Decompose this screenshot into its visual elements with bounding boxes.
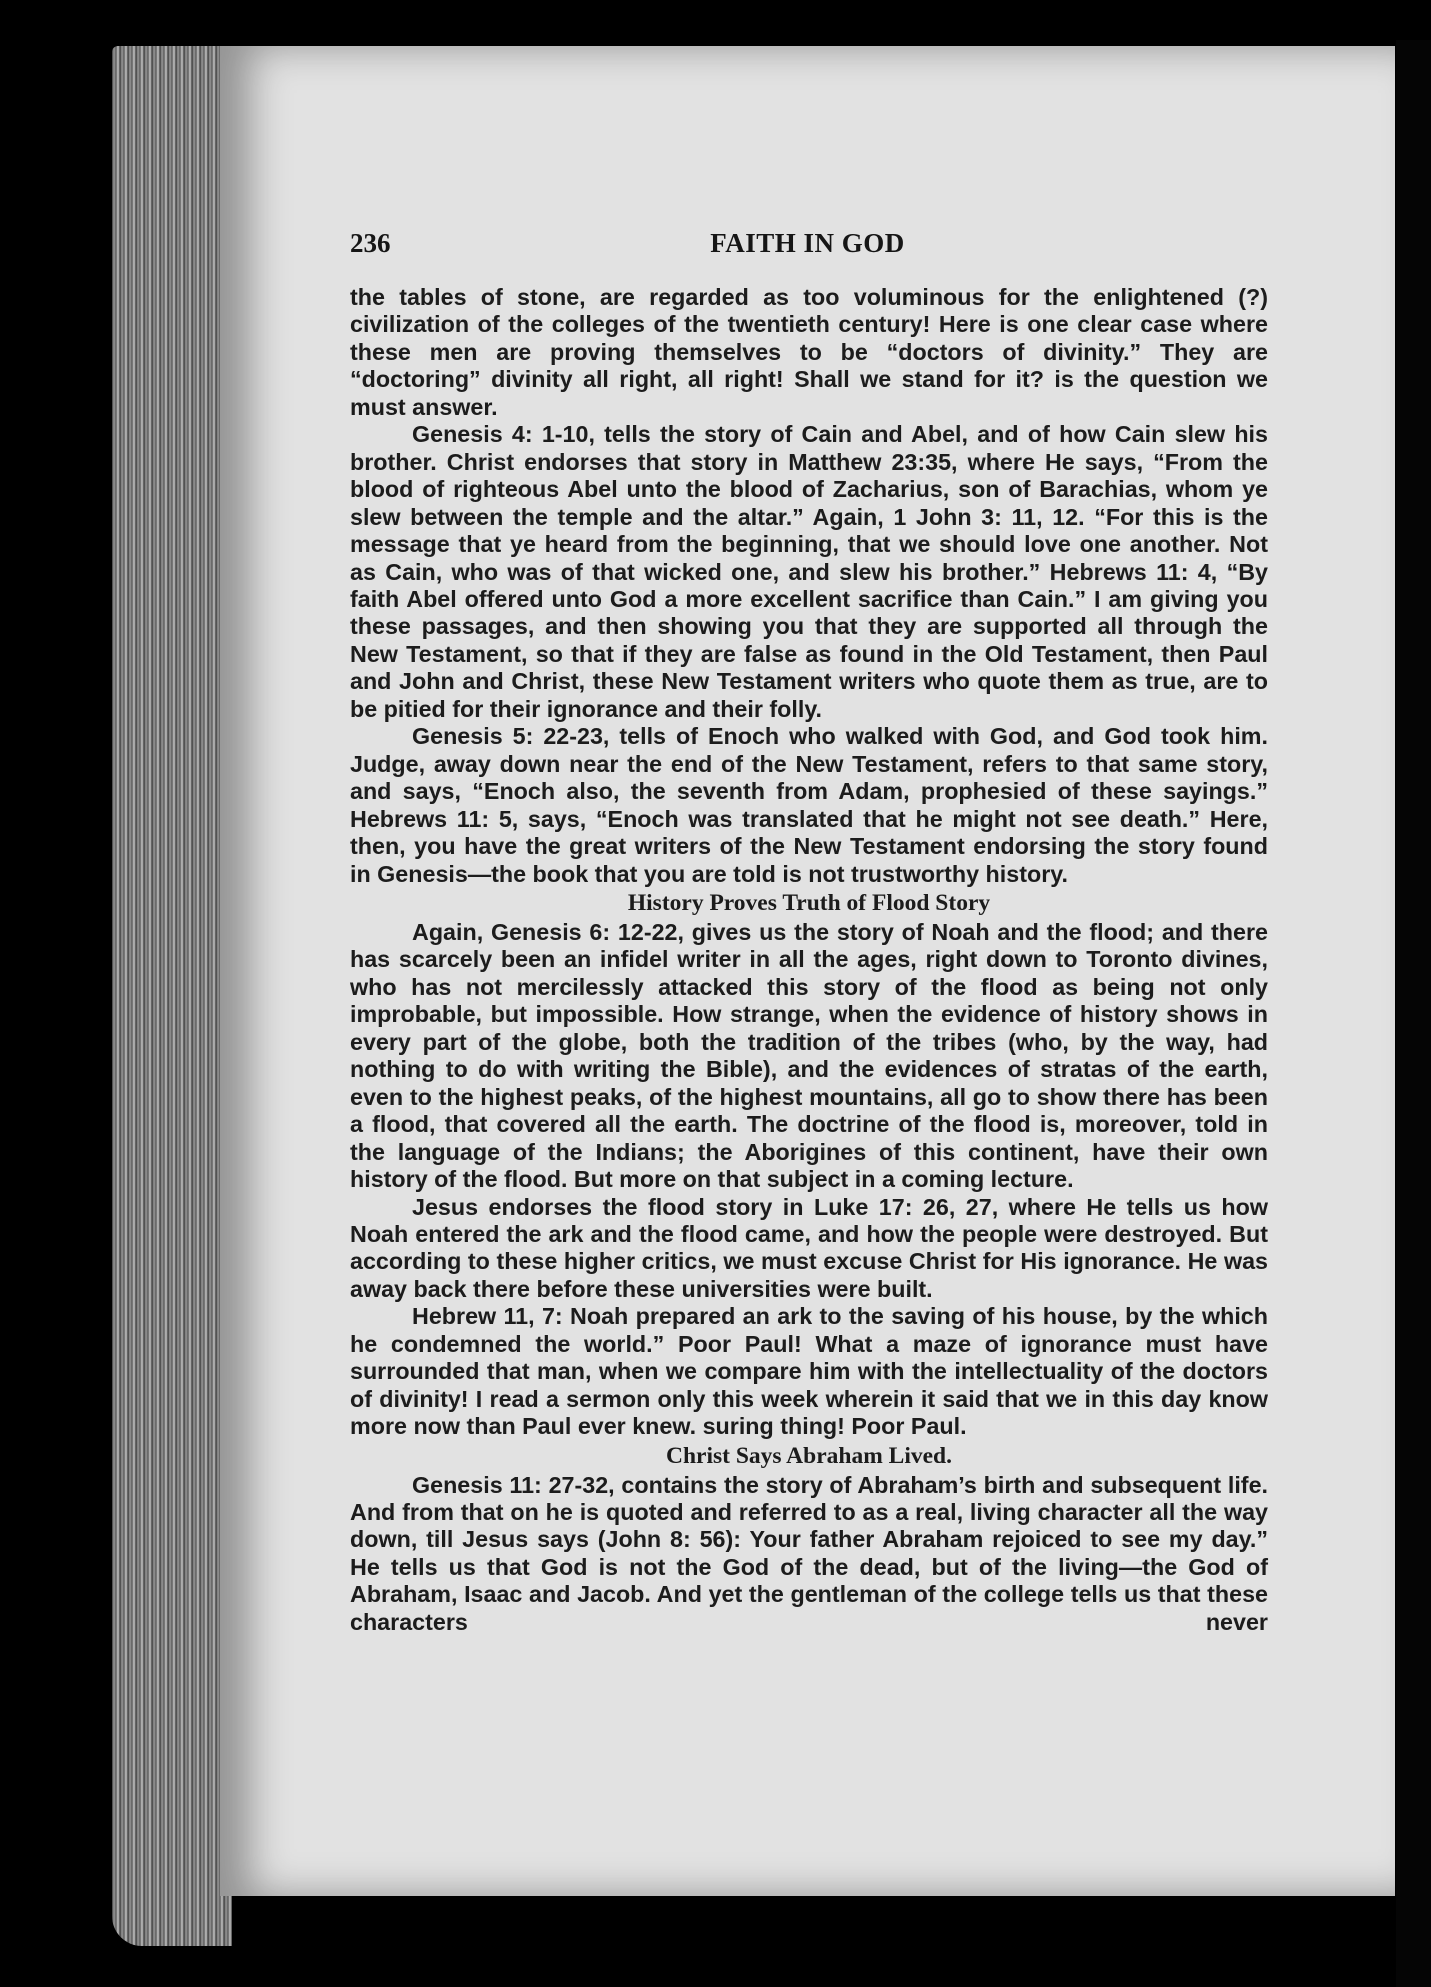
paragraph-6: Hebrew 11, 7: Noah prepared an ark to the saving of his house, by the which he condemned the world.” Poor Paul! What a maze of ignorance must have surrounded that man, when we compare him with the intellectuality of the doctors of divinity! I read a sermon only this week wherein it said that we in this day know more now than Paul ever knew. suring thing! Poor Paul. — [350, 1303, 1268, 1440]
body-text — [350, 284, 1268, 1636]
paragraph-4: Again, Genesis 6: 12-22, gives us the story of Noah and the flood; and there has scarcely been an infidel writer in all the ages, right down to Toronto divines, who has not mercilessly attacked this story of the flood as being not only improbable, but impossible. How strange, when the evidence of history shows in every part of the globe, both the tradition of the tribes (who, by the way, had nothing to do with writing the Bible), and the evidences of stratas of the earth, even to the highest peaks, of the highest mountains, all go to show there has been a flood, that covered all the earth. The doctrine of the flood is, moreover, told in the language of the Indians; the Aborigines of this continent, have their own history of the flood. But more on that subject in a coming lecture. — [350, 918, 1268, 1193]
running-head — [350, 228, 1265, 264]
section-heading-abraham: Christ Says Abraham Lived. — [666, 1442, 952, 1469]
paragraph-7: Genesis 11: 27-32, contains the story of Abraham’s birth and subsequent life. And from that on he is quoted and referred to as a real, living character all the way down, till Jesus says (John 8: 56): Your father Abraham rejoiced to see my day.” He tells us that God is not the God of the dead, but of the living—the God of Abraham, Isaac and Jacob. And yet the gentleman of the college tells us that these characters never — [350, 1471, 1268, 1635]
paragraph-2: Genesis 4: 1-10, tells the story of Cain and Abel, and of how Cain slew his brother. Christ endorses that story in Matthew 23:35, where He says, “From the blood of righteous Abel unto the blood of Zacharius, son of Barachias, whom ye slew between the temple and the altar.” Again, 1 John 3: 11, 12. “For this is the message that ye heard from the beginning, that we should love one another. Not as Cain, who was of that wicked one, and slew his brother.” Hebrews 11: 4, “By faith Abel offered unto God a more excellent sacrifice than Cain.” I am giving you these passages, and then showing you that they are supported all through the New Testament, so that if they are false as found in the Old Testament, then Paul and John and Christ, these New Testament writers who quote them as true, are to be pitied for their ignorance and their folly. — [350, 421, 1268, 722]
facing-page-edge — [1396, 40, 1431, 1987]
section-heading-flood: History Proves Truth of Flood Story — [627, 889, 991, 916]
page-number: 236 — [350, 228, 391, 258]
book-page-edges — [112, 46, 232, 1946]
paragraph-5: Jesus endorses the flood story in Luke 17: 26, 27, where He tells us how Noah entered the ark and the flood came, and how the people were destroyed. But according to these higher critics, we must excuse Christ for His ignorance. He was away back there before these universities were built. — [350, 1193, 1268, 1302]
book-title: FAITH IN GOD — [710, 228, 905, 258]
paragraph-1: the tables of stone, are regarded as too voluminous for the enlightened (?) civilization of the colleges of the twentieth century! Here is one clear case where these men are proving themselves to be “doctors of divinity.” They are “doctoring” divinity all right, all right! Shall we stand for it? is the question we must answer. — [350, 284, 1268, 420]
paragraph-3: Genesis 5: 22-23, tells of Enoch who walked with God, and God took him. Judge, away down near the end of the New Testament, refers to that same story, and says, “Enoch also, the seventh from Adam, prophesied of these sayings.” Hebrews 11: 5, says, “Enoch was translated that he might not see death.” Here, then, you have the great writers of the New Testament endorsing the story found in Genesis—the book that you are told is not trustworthy history. — [350, 723, 1268, 887]
